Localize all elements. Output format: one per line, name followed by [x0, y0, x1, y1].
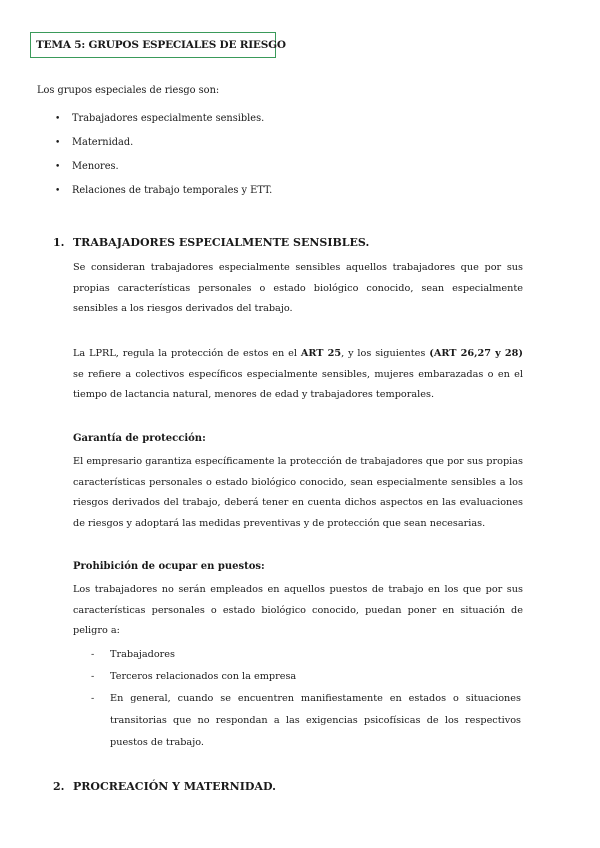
list-item: - Terceros relacionados con la empresa [91, 666, 521, 688]
page-title: TEMA 5: GRUPOS ESPECIALES DE RIESGO [30, 32, 276, 58]
section-1-paragraph-1: Se consideran trabajadores especialmente sensibles aquellos trabajadores que por sus propias características personales o estado biológico conocido, sean especialmente sensibles a los riesgos derivados del trabajo. [73, 262, 523, 314]
guarantee-heading: Garantía de protección: [73, 433, 206, 444]
dash-icon: - [91, 693, 95, 704]
article-reference: (ART 26,27 y 28) [429, 348, 523, 359]
list-item: • Maternidad. [55, 137, 134, 148]
prohibition-heading: Prohibición de ocupar en puestos: [73, 561, 265, 572]
bullet-icon: • [55, 162, 61, 172]
intro-text: Los grupos especiales de riesgo son: [37, 85, 220, 96]
bullet-icon: • [55, 114, 61, 124]
list-item: - En general, cuando se encuentren manifiestamente en estados o situaciones transitorias que no respondan a las exigencias psicofísicas de los respectivos puestos de trabajo. [91, 688, 521, 754]
list-item: • Menores. [55, 161, 119, 172]
section-1-heading: 1. TRABAJADORES ESPECIALMENTE SENSIBLES. [53, 236, 370, 249]
prohibition-paragraph: Los trabajadores no serán empleados en aquellos puestos de trabajo en los que por sus características personales o estado biológico conocido, puedan poner en situación de peligro a: [73, 584, 523, 636]
bullet-icon: • [55, 138, 61, 148]
guarantee-paragraph: El empresario garantiza específicamente la protección de trabajadores que por sus propias características personales o estado biológico conocido, sean especialmente sensibles a los riesgos derivados del trabajo, deberá tener en cuenta dichos aspectos en las evaluaciones de riesgos y adoptará las medidas preventivas y de protección que sean necesarias. [73, 456, 523, 529]
section-1-paragraph-2: La LPRL, regula la protección de estos en el ART 25, y los siguientes (ART 26,27 y 28) se refiere a colectivos específicos especialmente sensibles, mujeres embarazadas o en el tiempo de lactancia natural, menores de edad y trabajadores temporales. [73, 348, 523, 400]
groups-list [55, 112, 272, 208]
prohibition-list [91, 644, 521, 754]
list-item: • Trabajadores especialmente sensibles. [55, 113, 265, 124]
list-item: - Trabajadores [91, 644, 521, 666]
dash-icon: - [91, 649, 95, 660]
article-reference: ART 25 [300, 348, 342, 359]
list-item: • Relaciones de trabajo temporales y ETT. [55, 185, 273, 196]
bullet-icon: • [55, 186, 61, 196]
section-2-heading: 2. PROCREACIÓN Y MATERNIDAD. [53, 780, 276, 793]
dash-icon: - [91, 671, 95, 682]
